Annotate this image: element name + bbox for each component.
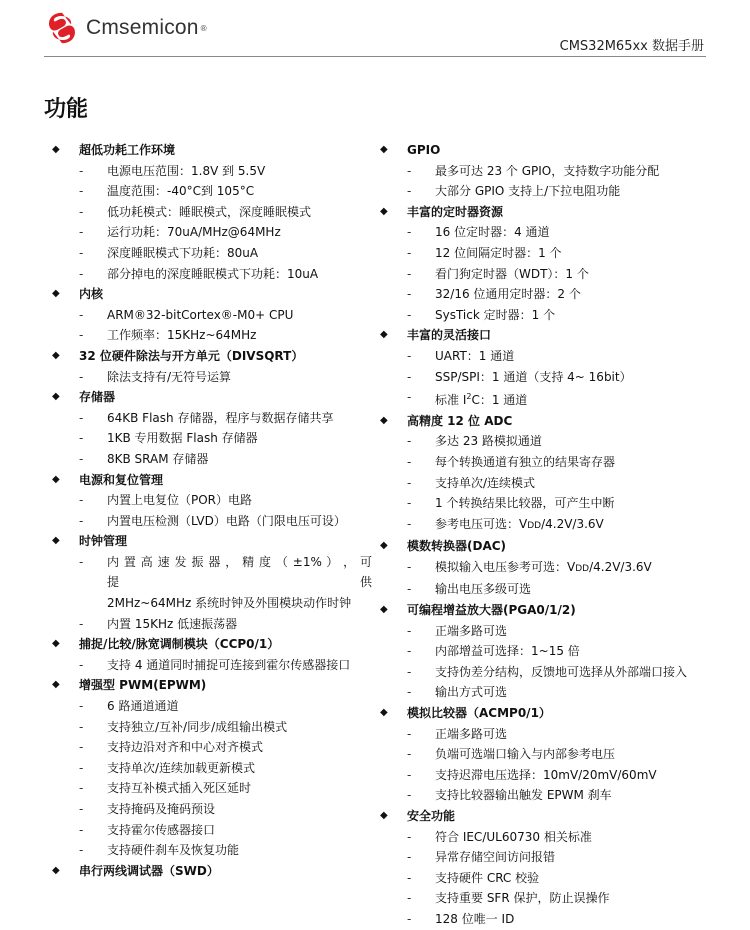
diamond-bullet-icon: ◆ bbox=[52, 391, 60, 403]
list-item: - 1 个转换结果比较器，可产生中断 bbox=[407, 496, 615, 511]
list-item: - 内置 15KHz 低速振荡器 bbox=[79, 616, 238, 631]
page-header bbox=[0, 0, 750, 66]
list-item: - 看门狗定时器（WDT）：1 个 bbox=[407, 266, 589, 281]
diamond-bullet-icon: ◆ bbox=[52, 638, 60, 650]
diamond-bullet-icon: ◆ bbox=[52, 535, 60, 547]
list-item: - 内 置 高 速 发 振 器 ， 精 度 （ ±1% ） ， 可 提 供 bbox=[79, 554, 372, 590]
list-item: - 支持单次/连续模式 bbox=[407, 475, 536, 490]
feature-heading: ◆ GPIO bbox=[380, 140, 710, 161]
feature-heading: ◆ 高精度 12 位 ADC bbox=[380, 411, 710, 432]
list-item: - 6 路通道通道 bbox=[79, 699, 179, 714]
list-item: - 支持迟滞电压选择：10mV/20mV/60mV bbox=[407, 767, 657, 782]
company-logo bbox=[44, 10, 208, 46]
feature-heading: ◆ 时钟管理 bbox=[52, 531, 372, 552]
list-item: - UART：1 通道 bbox=[407, 348, 515, 363]
list-item: - 模拟输入电压参考可选：VDD/4.2V/3.6V bbox=[407, 559, 652, 574]
list-item: - 部分掉电的深度睡眠模式下功耗：10uA bbox=[79, 266, 319, 281]
page-title: 功能 bbox=[44, 97, 89, 122]
feature-column-right bbox=[380, 140, 710, 930]
feature-column-left bbox=[52, 140, 372, 881]
list-item: - 支持掩码及掩码预设 bbox=[79, 802, 216, 816]
list-item: - 最多可达 23 个 GPIO，支持数字功能分配 bbox=[407, 163, 660, 178]
feature-heading: ◆ 模拟比较器（ACMP0/1） bbox=[380, 703, 710, 724]
list-item: - ARM®32-bitCortex®-M0+ CPU bbox=[79, 307, 294, 322]
feature-heading: ◆ 模数转换器(DAC) bbox=[380, 536, 710, 557]
list-item: - 正端多路可选 bbox=[407, 623, 508, 638]
list-item: - 支持边沿对齐和中心对齐模式 bbox=[79, 740, 264, 755]
list-item: - SSP/SPI：1 通道（支持 4~ 16bit） bbox=[407, 369, 632, 384]
list-item: - 多达 23 路模拟通道 bbox=[407, 434, 542, 449]
diamond-bullet-icon: ◆ bbox=[380, 810, 388, 821]
list-item: - 支持伪差分结构，反馈地可选择从外部端口接入 bbox=[407, 664, 688, 679]
diamond-bullet-icon: ◆ bbox=[52, 473, 60, 485]
diamond-bullet-icon: ◆ bbox=[380, 540, 388, 552]
list-item: - 除法支持有/无符号运算 bbox=[79, 369, 232, 384]
list-item: - 参考电压可选：VDD/4.2V/3.6V bbox=[407, 516, 604, 531]
list-item: - 每个转换通道有独立的结果寄存器 bbox=[407, 454, 616, 469]
document-title: CMS32M65xx 数据手册 bbox=[559, 39, 704, 54]
list-item: - 内部增益可选择：1~15 倍 bbox=[407, 644, 580, 659]
feature-heading: ◆ 捕捉/比较/脉宽调制模块（CCP0/1） bbox=[52, 634, 372, 655]
list-item: - 低功耗模式：睡眠模式，深度睡眠模式 bbox=[79, 204, 312, 219]
diamond-bullet-icon: ◆ bbox=[52, 349, 60, 361]
list-item: - 输出电压多级可选 bbox=[407, 582, 532, 597]
feature-heading: ◆ 超低功耗工作环境 bbox=[52, 140, 372, 161]
diamond-bullet-icon: ◆ bbox=[52, 864, 60, 876]
list-item: - 支持 4 通道同时捕捉可连接到霍尔传感器接口 bbox=[79, 657, 351, 672]
feature-heading: ◆ 增强型 PWM(EPWM) bbox=[52, 675, 372, 696]
diamond-bullet-icon: ◆ bbox=[380, 144, 388, 155]
list-item: - 16 位定时器：4 通道 bbox=[407, 225, 550, 240]
feature-heading: ◆ 安全功能 bbox=[380, 806, 710, 827]
list-item: - SysTick 定时器：1 个 bbox=[407, 307, 556, 322]
diamond-bullet-icon: ◆ bbox=[52, 679, 60, 691]
feature-heading: ◆ 可编程增益放大器(PGA0/1/2) bbox=[380, 600, 710, 621]
diamond-bullet-icon: ◆ bbox=[52, 288, 60, 300]
list-item: - 12 位间隔定时器：1 个 bbox=[407, 245, 562, 260]
list-item: - 符合 IEC/UL60730 相关标准 bbox=[407, 829, 592, 844]
header-divider bbox=[44, 56, 706, 57]
list-item: - 工作频率：15KHz~64MHz bbox=[79, 328, 257, 343]
list-item: - 内置电压检测（LVD）电路（门限电压可设） bbox=[79, 513, 346, 528]
list-item-continuation: 2MHz~64MHz 系统时钟及外围模块动作时钟 bbox=[107, 596, 352, 611]
list-item: - 64KB Flash 存储器，程序与数据存储共享 bbox=[79, 410, 334, 425]
logo-registered-mark: ® bbox=[199, 23, 208, 33]
diamond-bullet-icon: ◆ bbox=[380, 604, 388, 616]
list-item: - 深度睡眠模式下功耗：80uA bbox=[79, 245, 259, 260]
list-item: - 支持单次/连续加载更新模式 bbox=[79, 760, 256, 775]
diamond-bullet-icon: ◆ bbox=[380, 707, 388, 719]
list-item: - 运行功耗：70uA/MHz@64MHz bbox=[79, 225, 281, 240]
diamond-bullet-icon: ◆ bbox=[380, 329, 388, 341]
list-item: - 支持比较器输出触发 EPWM 刹车 bbox=[407, 788, 612, 803]
diamond-bullet-icon: ◆ bbox=[380, 205, 388, 217]
list-item: - 1KB 专用数据 Flash 存储器 bbox=[79, 431, 258, 446]
list-item: - 负端可选端口输入与内部参考电压 bbox=[407, 747, 616, 762]
diamond-bullet-icon: ◆ bbox=[380, 414, 388, 426]
diamond-bullet-icon: ◆ bbox=[52, 144, 60, 155]
feature-heading: ◆ 存储器 bbox=[52, 387, 372, 408]
feature-heading: ◆ 串行两线调试器（SWD） bbox=[52, 861, 372, 882]
list-item: - 温度范围：-40°C到 105°C bbox=[79, 184, 255, 199]
logo-text: Cmsemicon bbox=[86, 16, 199, 39]
list-item: - 支持硬件刹车及恢复功能 bbox=[79, 843, 240, 858]
feature-heading: ◆ 内核 bbox=[52, 284, 372, 305]
list-item: - 支持重要 SFR 保护，防止误操作 bbox=[407, 891, 610, 906]
list-item: - 标准 $I^2C$：1 通道 bbox=[407, 390, 528, 408]
list-item: - 8KB SRAM 存储器 bbox=[79, 451, 209, 466]
feature-heading: ◆ 32 位硬件除法与开方单元（DIVSQRT） bbox=[52, 346, 372, 367]
cmsemicon-logo-icon bbox=[44, 10, 80, 46]
list-item: - 支持硬件 CRC 校验 bbox=[407, 870, 540, 885]
list-item: - 输出方式可选 bbox=[407, 685, 508, 700]
list-item: - 电源电压范围：1.8V 到 5.5V bbox=[79, 163, 266, 178]
list-item: - 支持互补模式插入死区延时 bbox=[79, 781, 252, 796]
list-item: - 32/16 位通用定时器：2 个 bbox=[407, 287, 581, 302]
list-item: - 内置上电复位（POR）电路 bbox=[79, 493, 253, 508]
list-item: - 支持独立/互补/同步/成组输出模式 bbox=[79, 719, 288, 734]
list-item: - 大部分 GPIO 支持上/下拉电阻功能 bbox=[407, 184, 621, 199]
list-item: - 支持霍尔传感器接口 bbox=[79, 822, 216, 837]
feature-heading: ◆ 丰富的灵活接口 bbox=[380, 325, 710, 346]
list-item: - 128 位唯一 ID bbox=[407, 911, 515, 926]
feature-heading: ◆ 丰富的定时器资源 bbox=[380, 202, 710, 223]
list-item: - 正端多路可选 bbox=[407, 726, 508, 741]
feature-heading: ◆ 电源和复位管理 bbox=[52, 470, 372, 491]
list-item: - 异常存储空间访问报错 bbox=[407, 850, 556, 865]
